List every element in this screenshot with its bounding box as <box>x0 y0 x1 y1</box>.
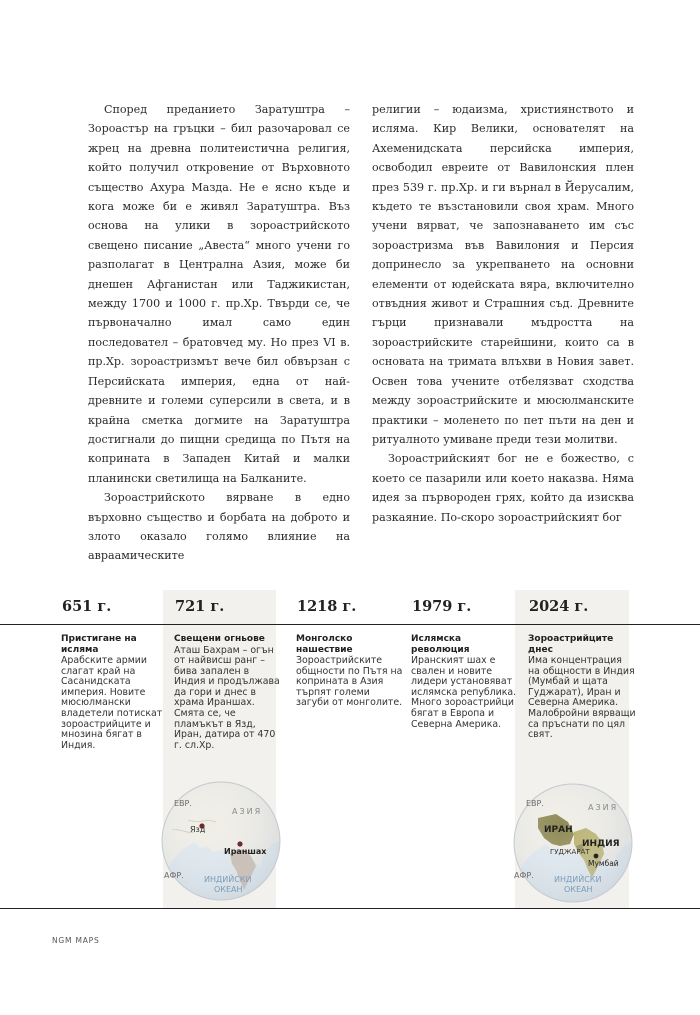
event-title: Ислямска революция <box>411 634 470 655</box>
event-text: Арабските армии слагат край на Сасанидската империя. Новите мюсюлмански владетели потискат зороастрийците и мнозина бягат в Индия. <box>61 655 163 751</box>
event-text: Зороастрийските общности по Пътя на коприната в Азия търпят големи загуби от монголите. <box>296 655 403 709</box>
label-india: ИНДИЯ <box>582 839 620 849</box>
label-asia: АЗИЯ <box>588 803 619 812</box>
event-year: 2024 г. <box>529 598 589 615</box>
iranshah-marker <box>237 841 242 846</box>
map-credit: NGM MAPS <box>52 936 100 945</box>
mumbai-marker <box>594 854 599 859</box>
event-text: Аташ Бахрам – огън от найвисш ранг – бива запален в Индия и продължава да гори и днес в храма Ираншах. Смята се, че пламъкът в Язд, Иран, датира от 470 г. сл.Хр. <box>174 644 280 751</box>
label-iran: ИРАН <box>544 825 573 835</box>
label-ocean-2: ОКЕАН <box>564 885 593 894</box>
event-year: 651 г. <box>62 598 112 615</box>
event-title: Монголско нашествие <box>296 634 353 655</box>
label-africa: АФР. <box>164 871 184 880</box>
label-africa: АФР. <box>514 871 534 880</box>
locator-globe-yazd <box>160 780 282 902</box>
label-iranshah: Ираншах <box>224 847 267 856</box>
event-text: Иранският шах е свален и новите лидери установяват ислямска република. Много зороастрийци бягат в Европа и Северна Америка. <box>411 655 517 730</box>
timeline-event <box>411 590 519 730</box>
article-paragraph: Зороастрийският бог не е божество, с което се пазарили или което наказва. Няма идея за първороден грях, който да изисква разкаяние. По-скоро зороастрийският бог <box>372 452 634 524</box>
label-yazd: Язд <box>190 825 206 834</box>
event-title: Пристигане на исляма <box>61 634 137 655</box>
timeline-event <box>174 590 282 751</box>
event-year: 1218 г. <box>297 598 357 615</box>
event-title: Зороастрийците днес <box>528 634 614 655</box>
article-column-right <box>372 100 634 527</box>
event-year: 1979 г. <box>412 598 472 615</box>
label-europe: ЕВР. <box>174 799 192 808</box>
label-ocean-2: ОКЕАН <box>214 885 243 894</box>
timeline-bottom-rule <box>0 908 700 909</box>
article-paragraph: Според преданието Заратуштра – Зороастър на гръцки – бил разочаровал се жрец на древна политеистична религия, който получил откровение от Върховното същество Ахура Мазда. Не е ясно къде и кога може би е живял Заратуштра. Въз основа на улики в зороастрийското свещено писание „Авеста“ много учени го разполагат в Централна Азия, може би днешен Афганистан или Таджикистан, между 1700 и 1000 г. пр.Хр. Твърди се, че първоначално имал само един последовател – братовчед му. Но през VI в. пр.Хр. зороастризмът вече бил обвързан с Персийската империя, една от най-древните и големи суперсили в света, и в крайна сметка догмите на Заратуштра достигнали до пищни средища по Пътя на коприната в Западен Китай и малки планински светилища на Балканите. <box>88 103 350 485</box>
event-title: Свещени огньове <box>174 634 265 644</box>
timeline-event <box>528 590 636 741</box>
label-gujarat: ГУДЖАРАТ <box>550 848 590 856</box>
label-ocean-1: ИНДИЙСКИ <box>554 875 602 884</box>
timeline <box>0 590 700 910</box>
timeline-event <box>296 590 404 709</box>
event-text: Има концентрация на общности в Индия (Мумбай и щата Гуджарат), Иран и Северна Америка. Малобройни вярващи са пръснати по цял свят. <box>528 655 636 741</box>
label-asia: АЗИЯ <box>232 807 263 816</box>
label-europe: ЕВР. <box>526 799 544 808</box>
article-paragraph: Зороастрийското вярване в едно върховно същество и борбата на доброто и злото оказало голямо влияние на авраамическите <box>88 491 350 563</box>
label-ocean-1: ИНДИЙСКИ <box>204 875 252 884</box>
timeline-event <box>61 590 169 751</box>
article-column-left <box>88 100 350 566</box>
article-paragraph: религии – юдаизма, християнството и исляма. Кир Велики, основателят на Ахеменидската персийска империя, освободил евреите от Вавилонския плен през 539 г. пр.Хр. и ги върнал в Йерусалим, където те възстановили своя храм. Много учени вярват, че запознаването им със зороастризма във Вавилония и Персия допринесло за укрепването на основни елементи от юдейската вяра, включително отвъдния живот и Страшния съд. Древните гърци признавали мъдростта на зороастрийските старейшини, които са в основата на тримата влъхви в Новия завет. Освен това учените отбелязват сходства между зороастрийските и мюсюлманските практики – моленето по пет пъти на ден и ритуалното умиване преди тези молитви. <box>372 103 634 446</box>
label-mumbai: Мумбай <box>588 859 619 868</box>
event-year: 721 г. <box>175 598 225 615</box>
locator-globe-today <box>512 782 634 904</box>
